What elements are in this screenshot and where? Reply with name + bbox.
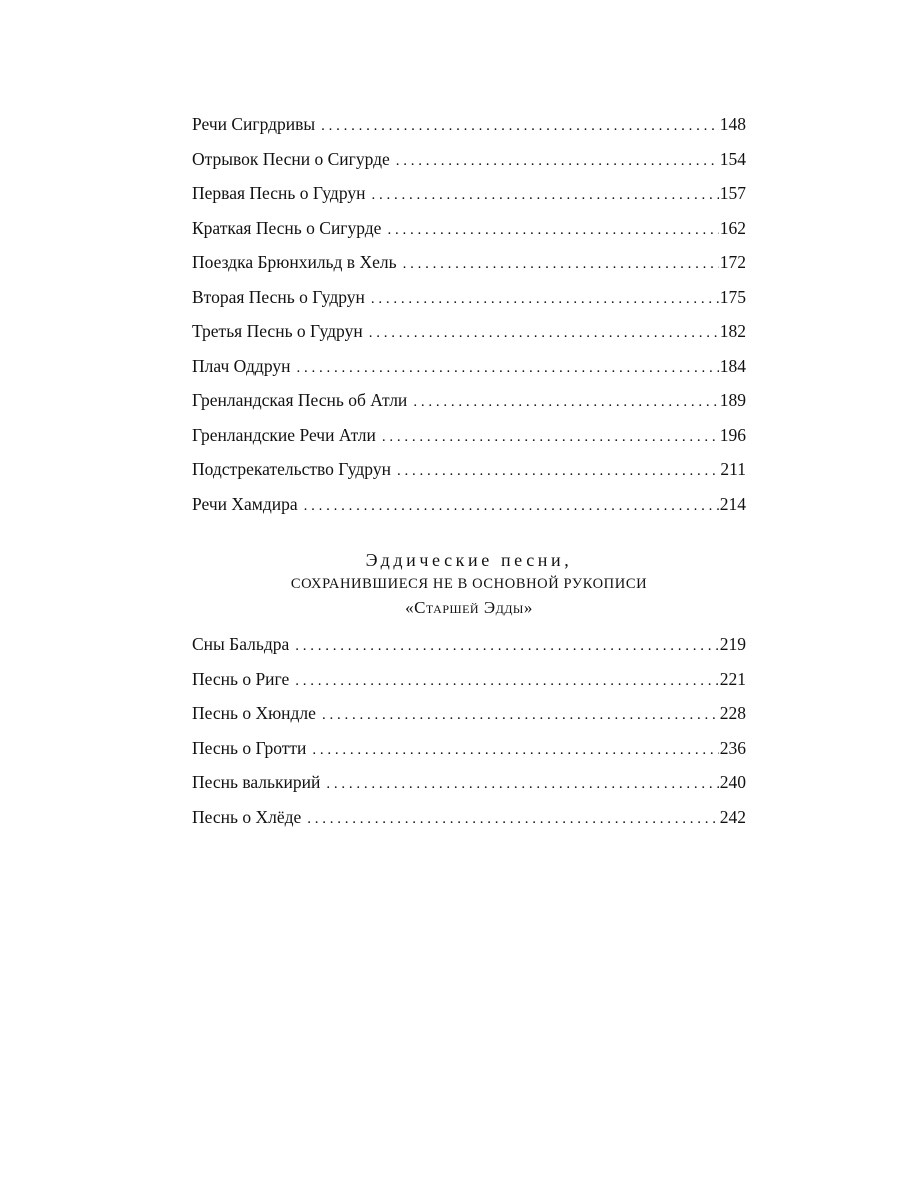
toc-entry-page: 211 bbox=[720, 459, 746, 479]
toc-entry-title: Вторая Песнь о Гудрун bbox=[192, 286, 365, 307]
toc-entry-page: 189 bbox=[719, 390, 746, 410]
toc-entry bbox=[192, 142, 746, 177]
toc-entry bbox=[192, 662, 746, 697]
toc-entry bbox=[192, 211, 746, 246]
toc-entry-page: 154 bbox=[719, 148, 746, 169]
dot-leader bbox=[304, 489, 719, 524]
toc-entry-page: 236 bbox=[719, 737, 746, 758]
toc-entry-title: Первая Песнь о Гудрун bbox=[192, 183, 366, 203]
toc-entry-page: 242 bbox=[719, 806, 746, 827]
toc-entry-title: Песнь о Гротти bbox=[192, 737, 307, 758]
toc-entry-page: 175 bbox=[719, 286, 746, 307]
toc-entry-page: 196 bbox=[719, 424, 746, 445]
toc-entry-title: Подстрекательство Гудрун bbox=[192, 459, 391, 479]
toc-entry bbox=[192, 245, 746, 280]
section-heading-subtitle: СОХРАНИВШИЕСЯ НЕ В ОСНОВНОЙ РУКОПИСИ bbox=[290, 576, 648, 592]
toc-entry-page: 162 bbox=[719, 217, 746, 238]
dot-leader bbox=[369, 316, 719, 351]
toc-entry-page: 221 bbox=[719, 668, 746, 689]
section-heading-source: «Старшей Эдды» bbox=[405, 598, 533, 617]
table-of-contents-part-two bbox=[192, 627, 746, 834]
toc-entry-title: Третья Песнь о Гудрун bbox=[192, 321, 363, 341]
toc-entry bbox=[192, 731, 746, 766]
dot-leader bbox=[403, 247, 719, 282]
toc-entry-page: 157 bbox=[719, 183, 746, 203]
dot-leader bbox=[413, 385, 718, 420]
dot-leader bbox=[321, 109, 719, 144]
toc-entry-title: Отрывок Песни о Сигурде bbox=[192, 148, 390, 169]
dot-leader bbox=[387, 213, 718, 248]
toc-entry bbox=[192, 765, 746, 800]
dot-leader bbox=[322, 698, 719, 733]
table-of-contents-part-one bbox=[192, 107, 746, 521]
section-heading-title: Эддические песни, bbox=[365, 550, 573, 570]
toc-entry-page: 184 bbox=[719, 355, 746, 376]
toc-entry-title: Краткая Песнь о Сигурде bbox=[192, 217, 382, 238]
toc-entry-page: 148 bbox=[719, 114, 746, 134]
toc-entry bbox=[192, 418, 746, 453]
toc-entry-page: 172 bbox=[719, 252, 746, 272]
dot-leader bbox=[295, 629, 718, 664]
toc-entry-page: 240 bbox=[719, 772, 746, 792]
dot-leader bbox=[371, 282, 719, 317]
toc-entry-title: Песнь о Хлёде bbox=[192, 806, 302, 827]
toc-entry bbox=[192, 452, 746, 487]
toc-entry bbox=[192, 800, 746, 835]
toc-entry-page: 214 bbox=[719, 493, 746, 514]
dot-leader bbox=[371, 178, 718, 213]
toc-entry bbox=[192, 383, 746, 418]
toc-entry-title: Гренландские Речи Атли bbox=[192, 424, 376, 445]
toc-entry-page: 228 bbox=[719, 703, 746, 723]
section-heading bbox=[192, 548, 746, 620]
toc-entry bbox=[192, 314, 746, 349]
dot-leader bbox=[396, 144, 719, 179]
toc-entry-page: 182 bbox=[719, 321, 746, 341]
dot-leader bbox=[307, 802, 718, 837]
toc-entry bbox=[192, 107, 746, 142]
dot-leader bbox=[295, 664, 718, 699]
toc-entry-page: 219 bbox=[719, 634, 746, 654]
toc-entry bbox=[192, 696, 746, 731]
toc-entry-title: Сны Бальдра bbox=[192, 634, 290, 654]
toc-entry bbox=[192, 349, 746, 384]
dot-leader bbox=[312, 733, 718, 768]
toc-entry-title: Речи Сигрдривы bbox=[192, 114, 316, 134]
toc-entry bbox=[192, 487, 746, 522]
toc-entry-title: Песнь о Хюндле bbox=[192, 703, 316, 723]
dot-leader bbox=[296, 351, 718, 386]
toc-entry bbox=[192, 176, 746, 211]
dot-leader bbox=[326, 767, 718, 802]
toc-entry-title: Речи Хамдира bbox=[192, 493, 298, 514]
dot-leader bbox=[397, 454, 719, 489]
toc-entry-title: Гренландская Песнь об Атли bbox=[192, 390, 408, 410]
toc-entry bbox=[192, 280, 746, 315]
toc-entry bbox=[192, 627, 746, 662]
toc-entry-title: Песнь о Риге bbox=[192, 668, 290, 689]
toc-entry-title: Плач Оддрун bbox=[192, 355, 291, 376]
dot-leader bbox=[382, 420, 719, 455]
toc-entry-title: Песнь валькирий bbox=[192, 772, 321, 792]
toc-entry-title: Поездка Брюнхильд в Хель bbox=[192, 252, 397, 272]
